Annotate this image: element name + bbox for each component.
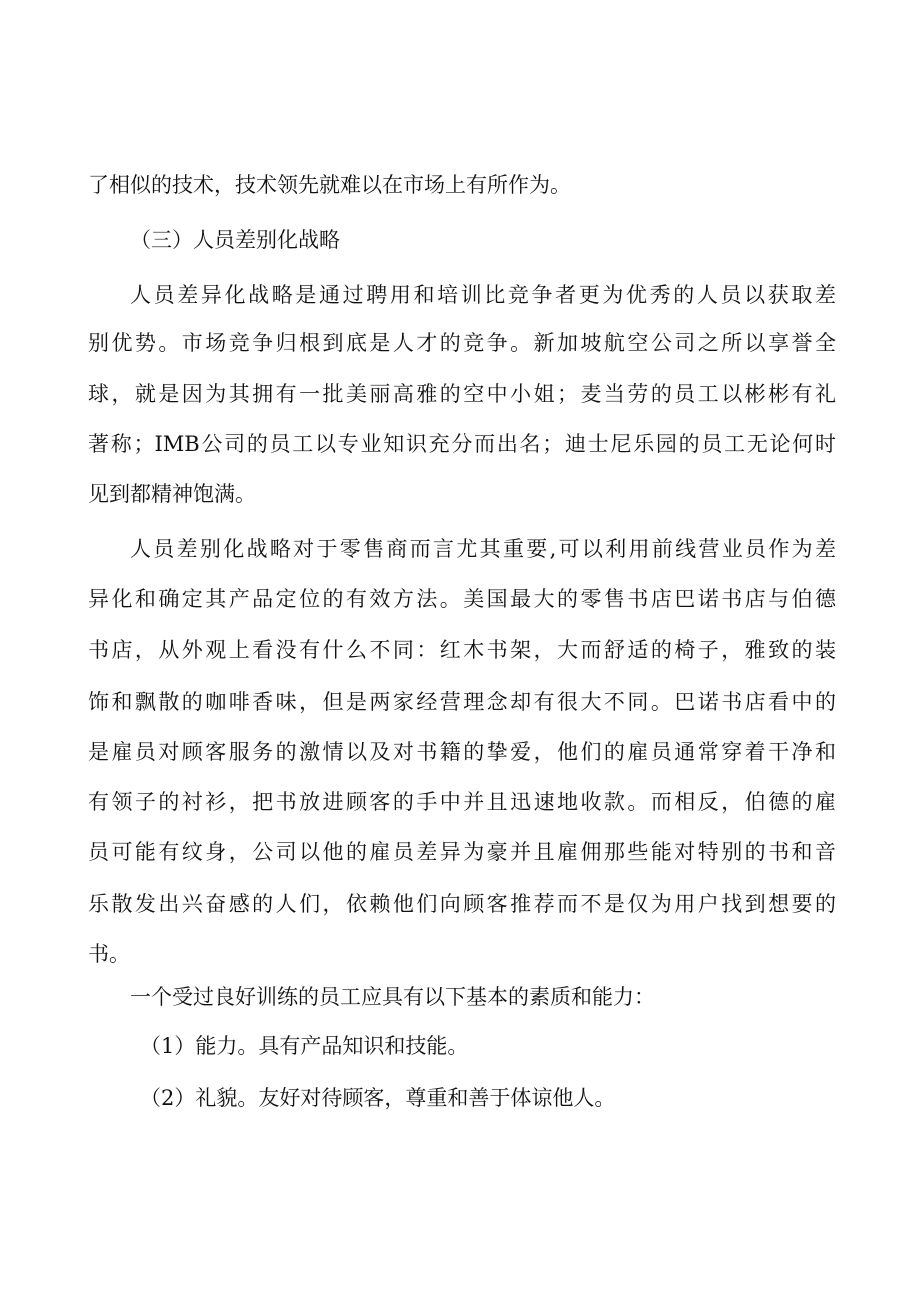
list-item: （2）礼貌。友好对待顾客，尊重和善于体谅他人。 <box>140 1086 616 1110</box>
paragraph-line: 有领子的衬衫，把书放进顾客的手中并且迅速地收款。而相反，伯德的雇 <box>88 790 836 814</box>
paragraph-line: 著称；IMB公司的员工以专业知识充分而出名；迪士尼乐园的员工无论何时 <box>88 432 836 456</box>
paragraph-line: 书。 <box>88 942 130 966</box>
paragraph-line: 球，就是因为其拥有一批美丽高雅的空中小姐；麦当劳的员工以彬彬有礼 <box>88 382 836 406</box>
list-item: （1）能力。具有产品知识和技能。 <box>140 1034 469 1058</box>
paragraph-line: 乐散发出兴奋感的人们，依赖他们向顾客推荐而不是仅为用户找到想要的 <box>88 892 836 916</box>
paragraph-line: 异化和确定其产品定位的有效方法。美国最大的零售书店巴诺书店与伯德 <box>88 587 836 611</box>
paragraph-line: 是雇员对顾客服务的激情以及对书籍的挚爱，他们的雇员通常穿着干净和 <box>88 740 836 764</box>
paragraph-line: 人员差异化战略是通过聘用和培训比竞争者更为优秀的人员以获取差 <box>130 283 836 307</box>
paragraph-line: 人员差别化战略对于零售商而言尤其重要,可以利用前线营业员作为差 <box>130 537 836 561</box>
paragraph-line: 书店，从外观上看没有什么不同：红木书架，大而舒适的椅子，雅致的装 <box>88 638 836 662</box>
section-heading: （三）人员差别化战略 <box>130 228 340 252</box>
paragraph-line: 饰和飘散的咖啡香味，但是两家经营理念却有很大不同。巴诺书店看中的 <box>88 690 836 714</box>
paragraph-continuation: 了相似的技术，技术领先就难以在市场上有所作为。 <box>88 173 571 197</box>
paragraph-line: 别优势。市场竞争归根到底是人才的竞争。新加坡航空公司之所以享誉全 <box>88 331 836 355</box>
paragraph-line: 见到都精神饱满。 <box>88 482 256 506</box>
paragraph-line: 员可能有纹身，公司以他的雇员差异为豪并且雇佣那些能对特别的书和音 <box>88 840 836 864</box>
paragraph-line: 一个受过良好训练的员工应具有以下基本的素质和能力： <box>130 985 655 1009</box>
